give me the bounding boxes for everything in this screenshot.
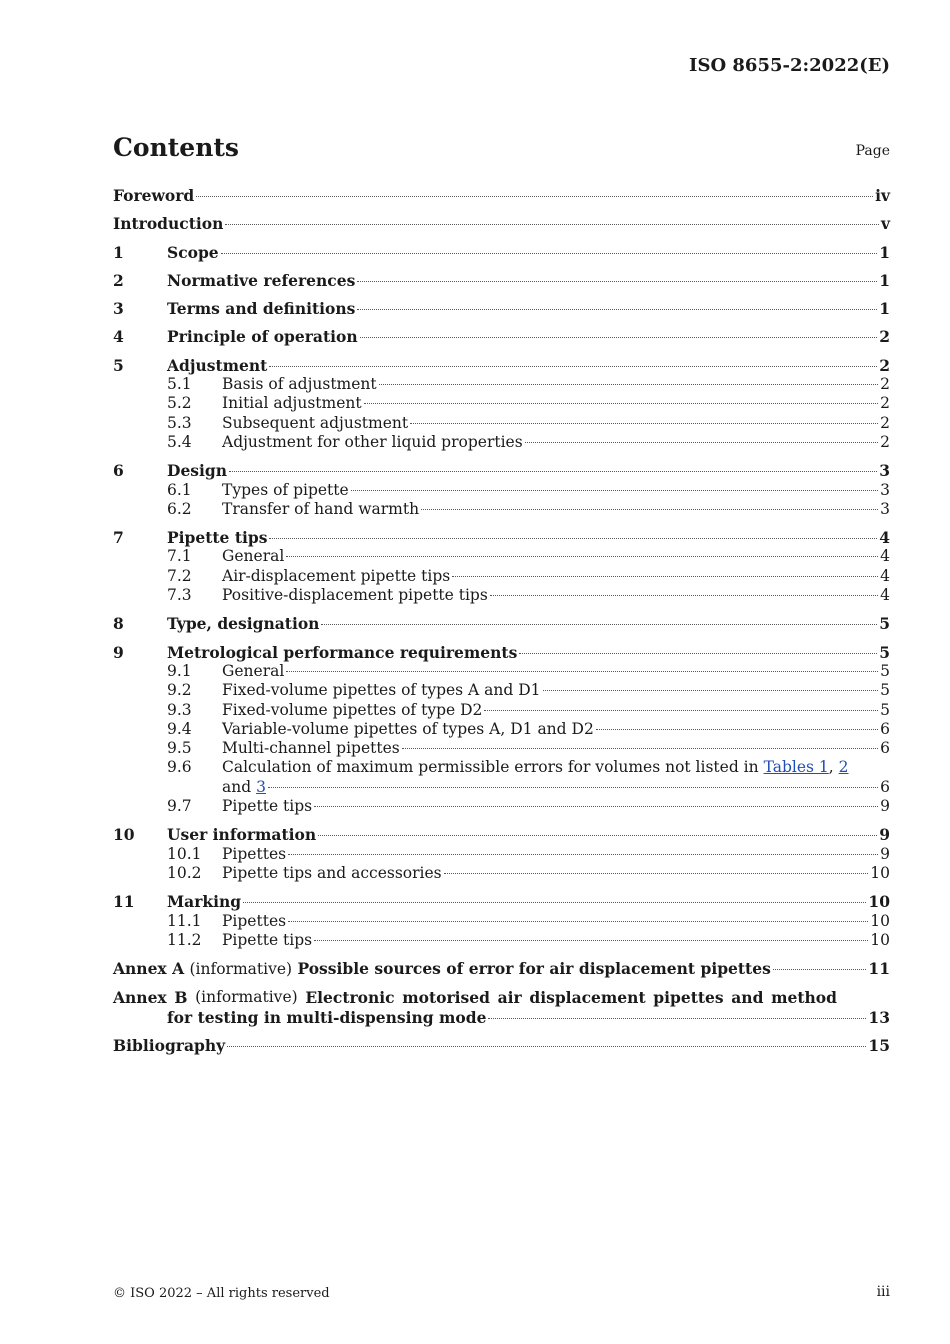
toc-page: 3 — [879, 461, 890, 481]
toc-title: Metrological performance requirements — [167, 642, 518, 662]
dot-leader — [357, 309, 877, 310]
toc-page: 1 — [879, 270, 890, 290]
comma: , — [828, 758, 834, 777]
toc-title: Adjustment for other liquid properties — [222, 432, 523, 451]
toc-number: 5.3 — [167, 413, 192, 432]
toc-title-text: and — [222, 777, 252, 796]
link-table-1[interactable]: Tables 1 — [763, 758, 829, 777]
toc-page: iv — [875, 186, 890, 205]
toc-title: Marking — [167, 892, 242, 912]
dot-leader — [357, 281, 877, 282]
toc-number: 11 — [113, 892, 135, 912]
toc-title: General — [222, 547, 285, 566]
toc-entry-11-1[interactable] — [113, 912, 890, 931]
toc-page: 10 — [870, 911, 890, 930]
toc-title: User information — [167, 825, 317, 845]
toc-page: 5 — [880, 700, 890, 719]
toc-page: 2 — [880, 432, 890, 451]
dot-leader — [314, 940, 868, 941]
dot-leader — [269, 538, 877, 539]
toc-entry-8[interactable] — [113, 614, 890, 633]
toc-entry-annex-a[interactable] — [113, 959, 890, 979]
link-table-3[interactable]: 3 — [256, 777, 266, 796]
toc-entry-7-3[interactable] — [113, 586, 890, 605]
annex-word: Annex — [113, 988, 167, 1008]
toc-number: 5.1 — [167, 375, 192, 394]
toc-title: Fixed-volume pipettes of types A and D1 — [222, 681, 541, 700]
toc-title: Pipette tips — [222, 930, 313, 949]
toc-title: Pipettes — [222, 844, 287, 863]
toc-entry-9-3[interactable] — [113, 701, 890, 720]
toc-page: 2 — [880, 394, 890, 413]
dot-leader — [286, 556, 878, 557]
toc-number: 6.2 — [167, 499, 192, 518]
toc-page: 15 — [868, 1035, 890, 1055]
toc-page: 4 — [880, 566, 890, 585]
toc-page: 9 — [879, 825, 890, 845]
toc-entry-7-1[interactable] — [113, 547, 890, 566]
toc-page: 6 — [880, 777, 890, 796]
annex-b-first-line — [113, 988, 837, 1007]
toc-page: 11 — [868, 959, 890, 979]
toc-number: 7.3 — [167, 586, 192, 605]
toc-number: 5 — [113, 355, 124, 375]
toc-title — [222, 758, 848, 777]
toc-entry-5[interactable] — [113, 356, 890, 375]
toc-page: 9 — [880, 844, 890, 863]
dot-leader — [360, 337, 878, 338]
dot-leader — [410, 423, 878, 424]
toc-number: 8 — [113, 614, 124, 634]
toc-title: Introduction — [113, 214, 224, 234]
dot-leader — [444, 873, 869, 874]
dot-leader — [773, 969, 867, 970]
toc-title — [222, 778, 266, 797]
dot-leader — [488, 1018, 866, 1019]
toc-page: 10 — [870, 863, 890, 882]
annex-title-word: and — [731, 988, 764, 1008]
toc-number: 9.5 — [167, 739, 192, 758]
toc-entry-10-2[interactable] — [113, 864, 890, 883]
annex-title-word: method — [771, 988, 837, 1008]
toc-title: Normative references — [167, 270, 356, 290]
toc-title: Pipette tips — [222, 797, 313, 816]
toc-number: 7.2 — [167, 566, 192, 585]
toc-title: for testing in multi-dispensing mode — [167, 1007, 487, 1027]
toc-entry-9-4[interactable] — [113, 720, 890, 739]
toc-number: 1 — [113, 242, 124, 262]
toc-number: 10.1 — [167, 844, 202, 863]
toc-page: 5 — [880, 681, 890, 700]
toc-title — [113, 959, 771, 979]
toc-number: 4 — [113, 327, 124, 347]
toc-title: Pipette tips and accessories — [222, 863, 442, 882]
toc-entry-foreword[interactable] — [113, 186, 890, 205]
toc-page: 4 — [880, 586, 890, 605]
toc-page: 1 — [879, 299, 890, 319]
standard-number: ISO 8655-2:2022(E) — [689, 55, 890, 76]
toc-entry-5-3[interactable] — [113, 414, 890, 433]
toc-number: 7.1 — [167, 547, 192, 566]
toc-page: 4 — [879, 528, 890, 548]
dot-leader — [286, 671, 878, 672]
page-number: iii — [876, 1284, 890, 1300]
toc-number: 9.6 — [167, 758, 192, 777]
dot-leader — [490, 595, 878, 596]
toc-entry-6-2[interactable] — [113, 500, 890, 519]
dot-leader — [321, 624, 877, 625]
dot-leader — [318, 835, 877, 836]
page-column-label: Page — [855, 143, 890, 159]
dot-leader — [288, 854, 878, 855]
toc-entry-5-4[interactable] — [113, 433, 890, 452]
toc-title: General — [222, 661, 285, 680]
toc-page: 3 — [880, 480, 890, 499]
toc-entry-9-1[interactable] — [113, 662, 890, 681]
annex-letter: B — [174, 988, 188, 1008]
dot-leader — [314, 806, 878, 807]
dot-leader — [519, 653, 877, 654]
toc-title: Variable-volume pipettes of types A, D1 and D2 — [222, 719, 594, 738]
toc-entry-bibliography[interactable] — [113, 1036, 890, 1055]
dot-leader — [421, 509, 878, 510]
toc-title: Pipettes — [222, 911, 287, 930]
toc-page: 9 — [880, 797, 890, 816]
toc-entry-2[interactable] — [113, 271, 890, 290]
toc-number: 7 — [113, 528, 124, 548]
toc-title: Initial adjustment — [222, 394, 362, 413]
dot-leader — [269, 366, 877, 367]
dot-leader — [225, 224, 879, 225]
toc-number: 6 — [113, 461, 124, 481]
dot-leader — [288, 921, 868, 922]
toc-entry-9[interactable] — [113, 643, 890, 662]
annex-title-word: displacement — [529, 988, 646, 1008]
toc-number: 9.3 — [167, 700, 192, 719]
toc-entry-annex-b[interactable] — [113, 988, 890, 1007]
toc-number: 9 — [113, 642, 124, 662]
dot-leader — [379, 384, 878, 385]
annex-title-word: pipettes — [653, 988, 724, 1008]
toc-page: 2 — [879, 355, 890, 375]
toc-page: 10 — [868, 892, 890, 912]
toc-title: Foreword — [113, 186, 195, 205]
annex-label: Annex A — [113, 959, 185, 979]
toc-title: Types of pipette — [222, 480, 349, 499]
toc-entry-1[interactable] — [113, 243, 890, 262]
toc-entry-3[interactable] — [113, 299, 890, 318]
toc-title: Pipette tips — [167, 528, 268, 548]
toc-title: Air-displacement pipette tips — [222, 566, 451, 585]
toc-page: 5 — [879, 614, 890, 634]
dot-leader — [452, 576, 878, 577]
toc-entry-9-5[interactable] — [113, 739, 890, 758]
toc-title: Adjustment — [167, 355, 268, 375]
toc-entry-10-1[interactable] — [113, 845, 890, 864]
toc-page: 6 — [880, 719, 890, 738]
annex-title-word: motorised — [402, 988, 490, 1008]
contents-heading: Contents — [113, 133, 240, 162]
toc-title: Scope — [167, 242, 219, 262]
toc-title: Transfer of hand warmth — [222, 499, 420, 518]
dot-leader — [227, 1046, 866, 1047]
toc-page: v — [880, 214, 890, 234]
toc-number: 10 — [113, 825, 135, 845]
annex-kind: (informative) — [195, 988, 298, 1007]
toc-number: 10.2 — [167, 863, 202, 882]
toc-number: 9.1 — [167, 661, 192, 680]
toc-page: 2 — [879, 327, 890, 347]
toc-title: Positive-displacement pipette tips — [222, 586, 488, 605]
toc-number: 11.2 — [167, 930, 202, 949]
toc-number: 9.4 — [167, 719, 192, 738]
toc-title: Fixed-volume pipettes of type D2 — [222, 700, 483, 719]
dot-leader — [484, 710, 878, 711]
toc-page: 2 — [880, 375, 890, 394]
copyright-notice: © ISO 2022 – All rights reserved — [113, 1286, 330, 1301]
dot-leader — [596, 729, 878, 730]
dot-leader — [543, 690, 879, 691]
toc-title: Design — [167, 461, 228, 481]
toc-entry-6-1[interactable] — [113, 481, 890, 500]
toc-page: 6 — [880, 739, 890, 758]
toc-entry-7[interactable] — [113, 528, 890, 547]
toc-title-text: Calculation of maximum permissible errors for volumes not listed in — [222, 758, 759, 777]
toc-entry-6[interactable] — [113, 461, 890, 480]
dot-leader — [525, 442, 878, 443]
dot-leader — [229, 471, 877, 472]
toc-entry-11-2[interactable] — [113, 931, 890, 950]
toc-page: 10 — [870, 930, 890, 949]
dot-leader — [402, 748, 878, 749]
toc-number: 11.1 — [167, 911, 202, 930]
toc-number: 9.7 — [167, 797, 192, 816]
toc-title: Subsequent adjustment — [222, 413, 409, 432]
dot-leader — [364, 403, 879, 404]
toc-number: 2 — [113, 270, 124, 290]
toc-entry-10[interactable] — [113, 825, 890, 844]
toc-page: 1 — [879, 242, 890, 262]
toc-entry-5-1[interactable] — [113, 375, 890, 394]
toc-entry-9-7[interactable] — [113, 797, 890, 816]
link-table-2[interactable]: 2 — [838, 758, 849, 777]
toc-title: Type, designation — [167, 614, 320, 634]
toc-page: 2 — [880, 413, 890, 432]
toc-title: Principle of operation — [167, 327, 358, 347]
dot-leader — [196, 196, 873, 197]
toc-entry-annex-b-continued[interactable] — [113, 1008, 890, 1027]
dot-leader — [351, 490, 878, 491]
toc-entry-9-6[interactable] — [113, 758, 890, 777]
dot-leader — [268, 787, 878, 788]
table-of-contents — [113, 186, 890, 1055]
toc-number: 6.1 — [167, 480, 192, 499]
dot-leader — [221, 253, 878, 254]
toc-number: 9.2 — [167, 681, 192, 700]
toc-title: Basis of adjustment — [222, 375, 377, 394]
toc-entry-4[interactable] — [113, 327, 890, 346]
toc-number: 5.4 — [167, 432, 192, 451]
toc-title: Multi-channel pipettes — [222, 739, 400, 758]
toc-title: Terms and definitions — [167, 299, 356, 319]
toc-entry-introduction[interactable] — [113, 214, 890, 233]
toc-number: 3 — [113, 299, 124, 319]
annex-title-word: Electronic — [305, 988, 395, 1008]
toc-entry-11[interactable] — [113, 892, 890, 911]
toc-number: 5.2 — [167, 394, 192, 413]
toc-entry-7-2[interactable] — [113, 567, 890, 586]
toc-page: 5 — [880, 661, 890, 680]
toc-page: 5 — [879, 642, 890, 662]
toc-entry-9-6-continued[interactable] — [113, 778, 890, 797]
annex-title: Possible sources of error for air displacement pipettes — [297, 959, 771, 979]
toc-entry-9-2[interactable] — [113, 681, 890, 700]
annex-title-word: air — [497, 988, 522, 1008]
dot-leader — [243, 902, 866, 903]
toc-page: 4 — [880, 547, 890, 566]
toc-entry-5-2[interactable] — [113, 394, 890, 413]
toc-title: Bibliography — [113, 1035, 226, 1055]
toc-page: 3 — [880, 499, 890, 518]
toc-page: 13 — [868, 1007, 890, 1027]
annex-kind: (informative) — [189, 960, 293, 979]
